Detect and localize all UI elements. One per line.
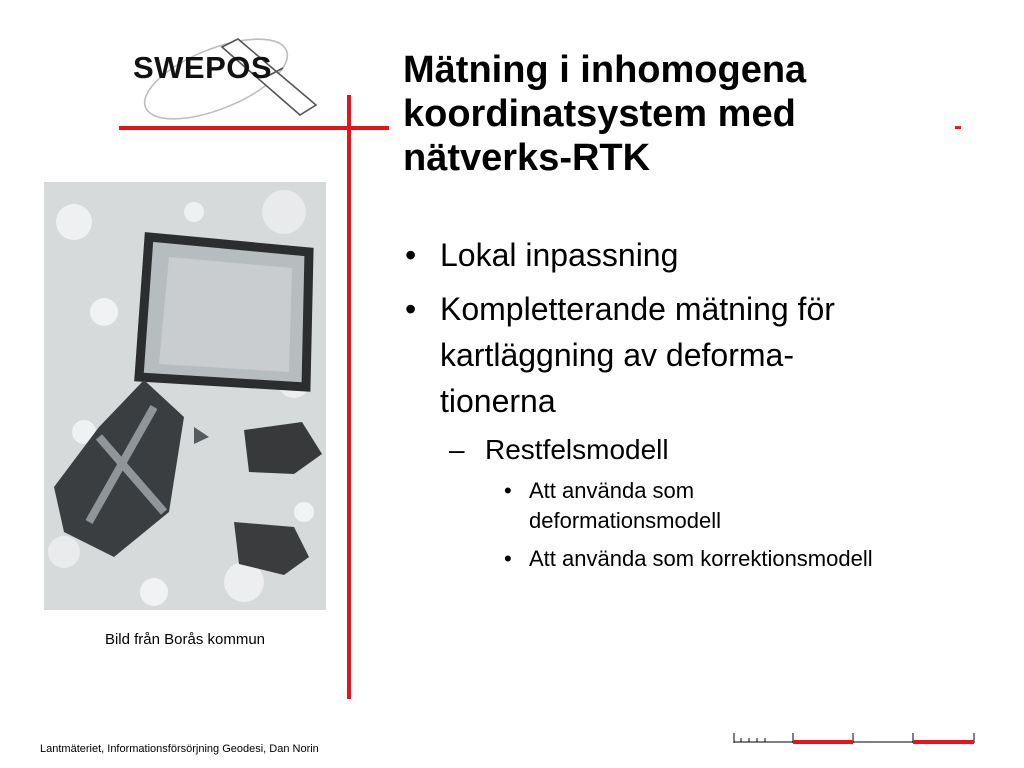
sub-bullet-text: Restfelsmodell [485, 434, 669, 465]
survey-marker-photo [44, 182, 326, 610]
subsub-bullet-item [499, 476, 1003, 536]
scale-bar-graphic [733, 733, 975, 745]
subsub-bullet-item [499, 544, 1003, 574]
subsub-bullet-marker: • [504, 478, 512, 503]
red-corner-mark: - [954, 113, 962, 140]
bullet-marker: • [405, 291, 417, 327]
bullet-text: Lokal inpassning [440, 237, 679, 273]
subsub-bullet-text: Att använda som korrektionsmodell [529, 546, 873, 571]
subsub-bullet-marker: • [504, 546, 512, 571]
slide-title [403, 48, 943, 180]
title-line-3: nätverks-RTK [403, 137, 651, 179]
footer-credit: Lantmäteriet, Informationsförsörjning Geodesi, Dan Norin [40, 743, 319, 755]
subsub-bullet-text-line: deformationsmodell [529, 508, 721, 533]
logo-wordmark: SWEPOS [133, 50, 273, 85]
photo-caption: Bild från Borås kommun [104, 631, 266, 648]
title-line-1: Mätning i inhomogena [403, 49, 807, 91]
red-vertical-rule [347, 95, 351, 699]
bullet-item [403, 232, 1003, 278]
subsub-bullet-text-line: Att använda som [529, 478, 695, 503]
sub-bullet-item [449, 432, 1003, 468]
bullet-list [403, 232, 1003, 582]
title-line-2: koordinatsystem med [403, 93, 796, 135]
bullet-text-line: kartläggning av deforma- [440, 337, 794, 373]
bullet-text-line: Kompletterande mätning för [440, 291, 835, 327]
sub-bullet-marker: – [449, 434, 465, 465]
bullet-marker: • [405, 237, 417, 273]
bullet-text-line: tionerna [440, 383, 556, 419]
bullet-item [403, 286, 1003, 424]
